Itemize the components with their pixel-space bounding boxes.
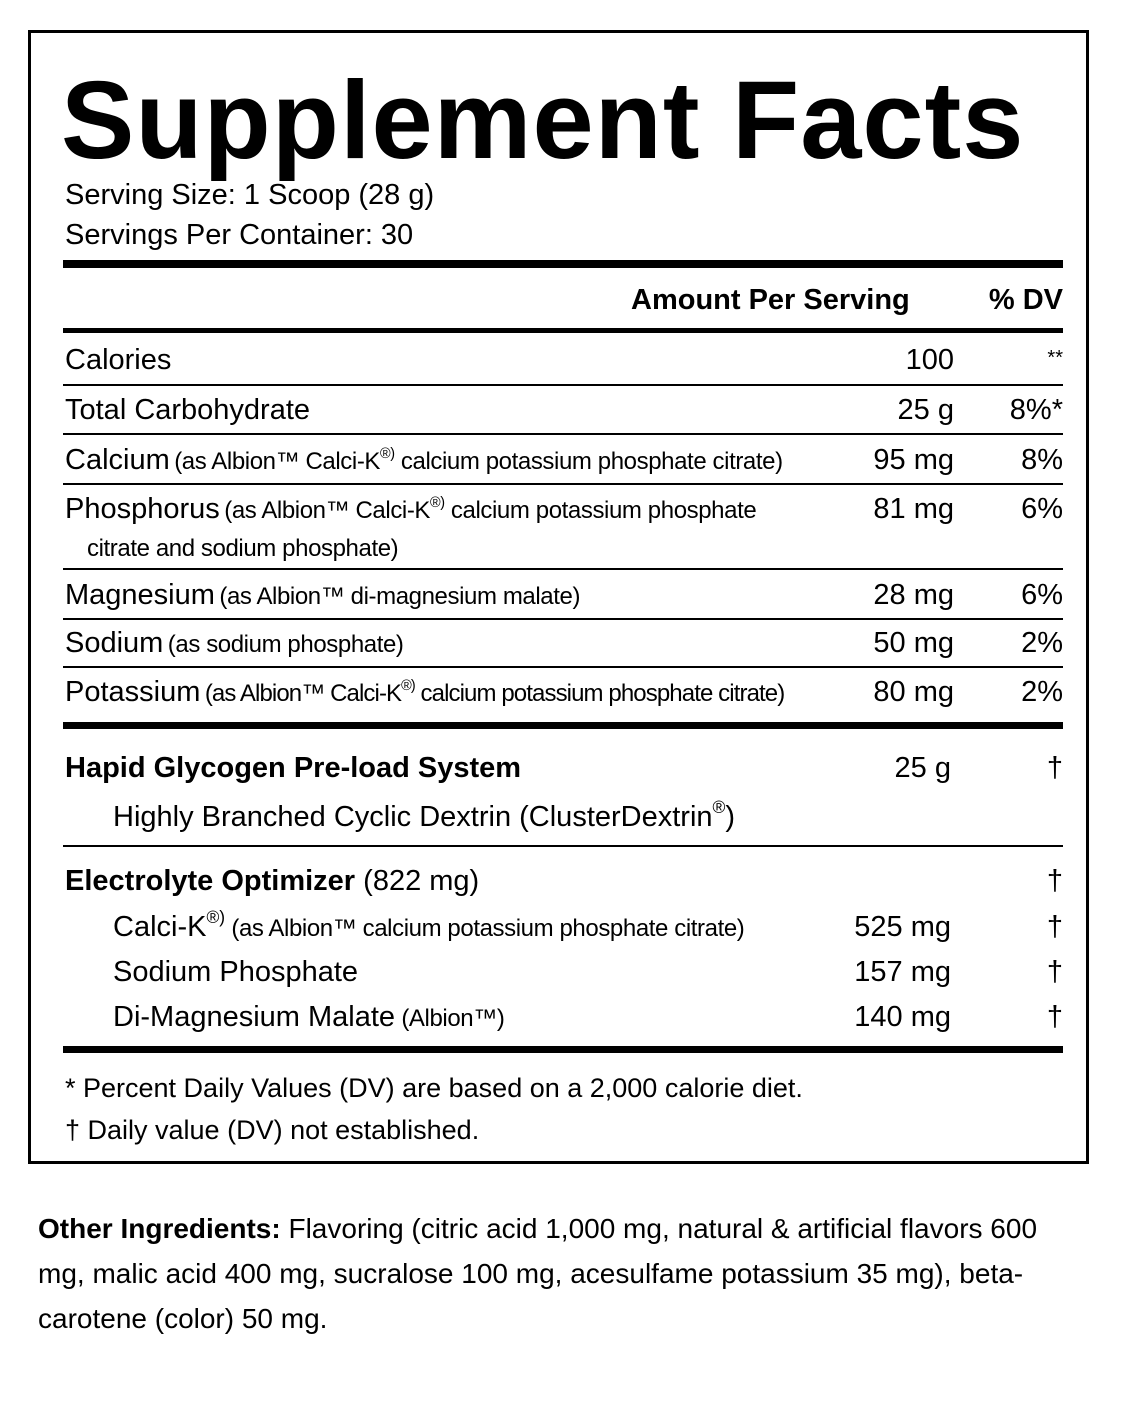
nutrient-name: Sodium bbox=[65, 627, 164, 659]
thick-divider bbox=[63, 1046, 1063, 1053]
nutrient-name: Magnesium bbox=[65, 579, 215, 611]
ingredient-amount: 157 mg bbox=[854, 956, 951, 988]
nutrient-name: Calories bbox=[65, 344, 172, 376]
ingredient-dv: † bbox=[1046, 911, 1063, 943]
row-divider bbox=[63, 483, 1063, 485]
supplement-facts-panel bbox=[28, 30, 1089, 1164]
nutrient-dv: 2% bbox=[1021, 627, 1063, 659]
nutrient-source: (as Albion™ Calci-K®) calcium potassium phosphate citrate) bbox=[174, 445, 783, 475]
blend-ingredient bbox=[113, 906, 745, 949]
nutrient-dv: 2% bbox=[1021, 676, 1063, 708]
dv-header: % DV bbox=[988, 284, 1063, 316]
nutrient-name: Potassium bbox=[65, 676, 201, 708]
blend-quantity: (822 mg) bbox=[363, 865, 480, 897]
nutrient-amount: 28 mg bbox=[873, 579, 954, 611]
nutrient-row-label bbox=[65, 492, 756, 531]
blend-name: Hapid Glycogen Pre-load System bbox=[65, 752, 522, 784]
nutrient-amount: 50 mg bbox=[873, 627, 954, 659]
ingredient-amount: 140 mg bbox=[854, 1001, 951, 1033]
blend-title bbox=[65, 864, 479, 898]
ingredient-name: Di-Magnesium Malate bbox=[113, 1001, 396, 1033]
blend-amount: 25 g bbox=[894, 752, 951, 784]
footnote-dagger: † Daily value (DV) not established. bbox=[65, 1115, 480, 1145]
panel-title: Supplement Facts bbox=[61, 59, 1025, 182]
nutrient-source: (as sodium phosphate) bbox=[167, 631, 404, 658]
nutrient-dv: 6% bbox=[1021, 579, 1063, 611]
ingredient-name: Calci-K®) bbox=[113, 906, 226, 943]
ingredient-source: (as Albion™ calcium potassium phosphate citrate) bbox=[225, 915, 745, 942]
ingredient-source: (Albion™) bbox=[395, 1005, 505, 1032]
nutrient-row-label bbox=[65, 443, 783, 482]
other-ingredients-label: Other Ingredients: bbox=[38, 1213, 281, 1244]
nutrient-dv: 8%* bbox=[1009, 394, 1063, 426]
nutrient-amount: 80 mg bbox=[873, 676, 954, 708]
nutrient-amount: 100 bbox=[905, 344, 954, 376]
nutrient-amount: 25 g bbox=[897, 394, 954, 426]
nutrient-source: (as Albion™ di-magnesium malate) bbox=[219, 583, 581, 610]
blend-ingredient bbox=[113, 1000, 504, 1039]
nutrient-dv: 8% bbox=[1021, 444, 1063, 476]
blend-dv: † bbox=[1046, 752, 1063, 784]
blend-ingredient: Highly Branched Cyclic Dextrin (ClusterDextrin®) bbox=[113, 796, 736, 833]
nutrient-row-label bbox=[65, 675, 784, 714]
nutrient-row-label bbox=[65, 626, 404, 665]
nutrient-name: Phosphorus bbox=[65, 493, 220, 525]
amount-per-serving-header: Amount Per Serving bbox=[631, 284, 910, 316]
row-divider bbox=[63, 618, 1063, 620]
nutrient-name: Calcium bbox=[65, 444, 170, 476]
nutrient-dv: 6% bbox=[1021, 493, 1063, 525]
other-ingredients bbox=[38, 1206, 1078, 1341]
nutrient-source: (as Albion™ Calci-K®) calcium potassium phosphate bbox=[224, 494, 757, 524]
ingredient-amount: 525 mg bbox=[854, 911, 951, 943]
nutrient-source: (as Albion™ Calci-K®) calcium potassium phosphate citrate) bbox=[204, 677, 785, 707]
row-divider bbox=[63, 433, 1063, 435]
nutrient-dv: ** bbox=[1047, 347, 1063, 369]
blend-name: Electrolyte Optimizer bbox=[65, 865, 356, 897]
row-divider bbox=[63, 666, 1063, 668]
ingredient-name: Sodium Phosphate bbox=[113, 956, 359, 988]
thick-divider bbox=[63, 260, 1063, 268]
medium-divider bbox=[63, 328, 1063, 333]
thick-divider bbox=[63, 722, 1063, 729]
nutrient-name: Total Carbohydrate bbox=[65, 394, 311, 426]
other-ingredients-text: Flavoring (citric acid 1,000 mg, natural & artificial flavors 600 mg, malic acid 400 mg, sucralose 100 mg, acesulfame potassium 35 mg), beta-carotene (color) 50 mg. bbox=[38, 1213, 1038, 1334]
ingredient-dv: † bbox=[1046, 1001, 1063, 1033]
servings-per-container: Servings Per Container: 30 bbox=[65, 219, 414, 251]
nutrient-row-label bbox=[65, 578, 580, 617]
nutrient-source-cont: citrate and sodium phosphate) bbox=[87, 535, 399, 562]
ingredient-dv: † bbox=[1046, 956, 1063, 988]
row-divider bbox=[63, 568, 1063, 570]
footnote-dv: * Percent Daily Values (DV) are based on a 2,000 calorie diet. bbox=[65, 1073, 803, 1103]
row-divider bbox=[63, 845, 1063, 847]
row-divider bbox=[63, 384, 1063, 386]
serving-size: Serving Size: 1 Scoop (28 g) bbox=[65, 179, 435, 211]
nutrient-amount: 81 mg bbox=[873, 493, 954, 525]
blend-dv: † bbox=[1046, 865, 1063, 897]
nutrient-amount: 95 mg bbox=[873, 444, 954, 476]
